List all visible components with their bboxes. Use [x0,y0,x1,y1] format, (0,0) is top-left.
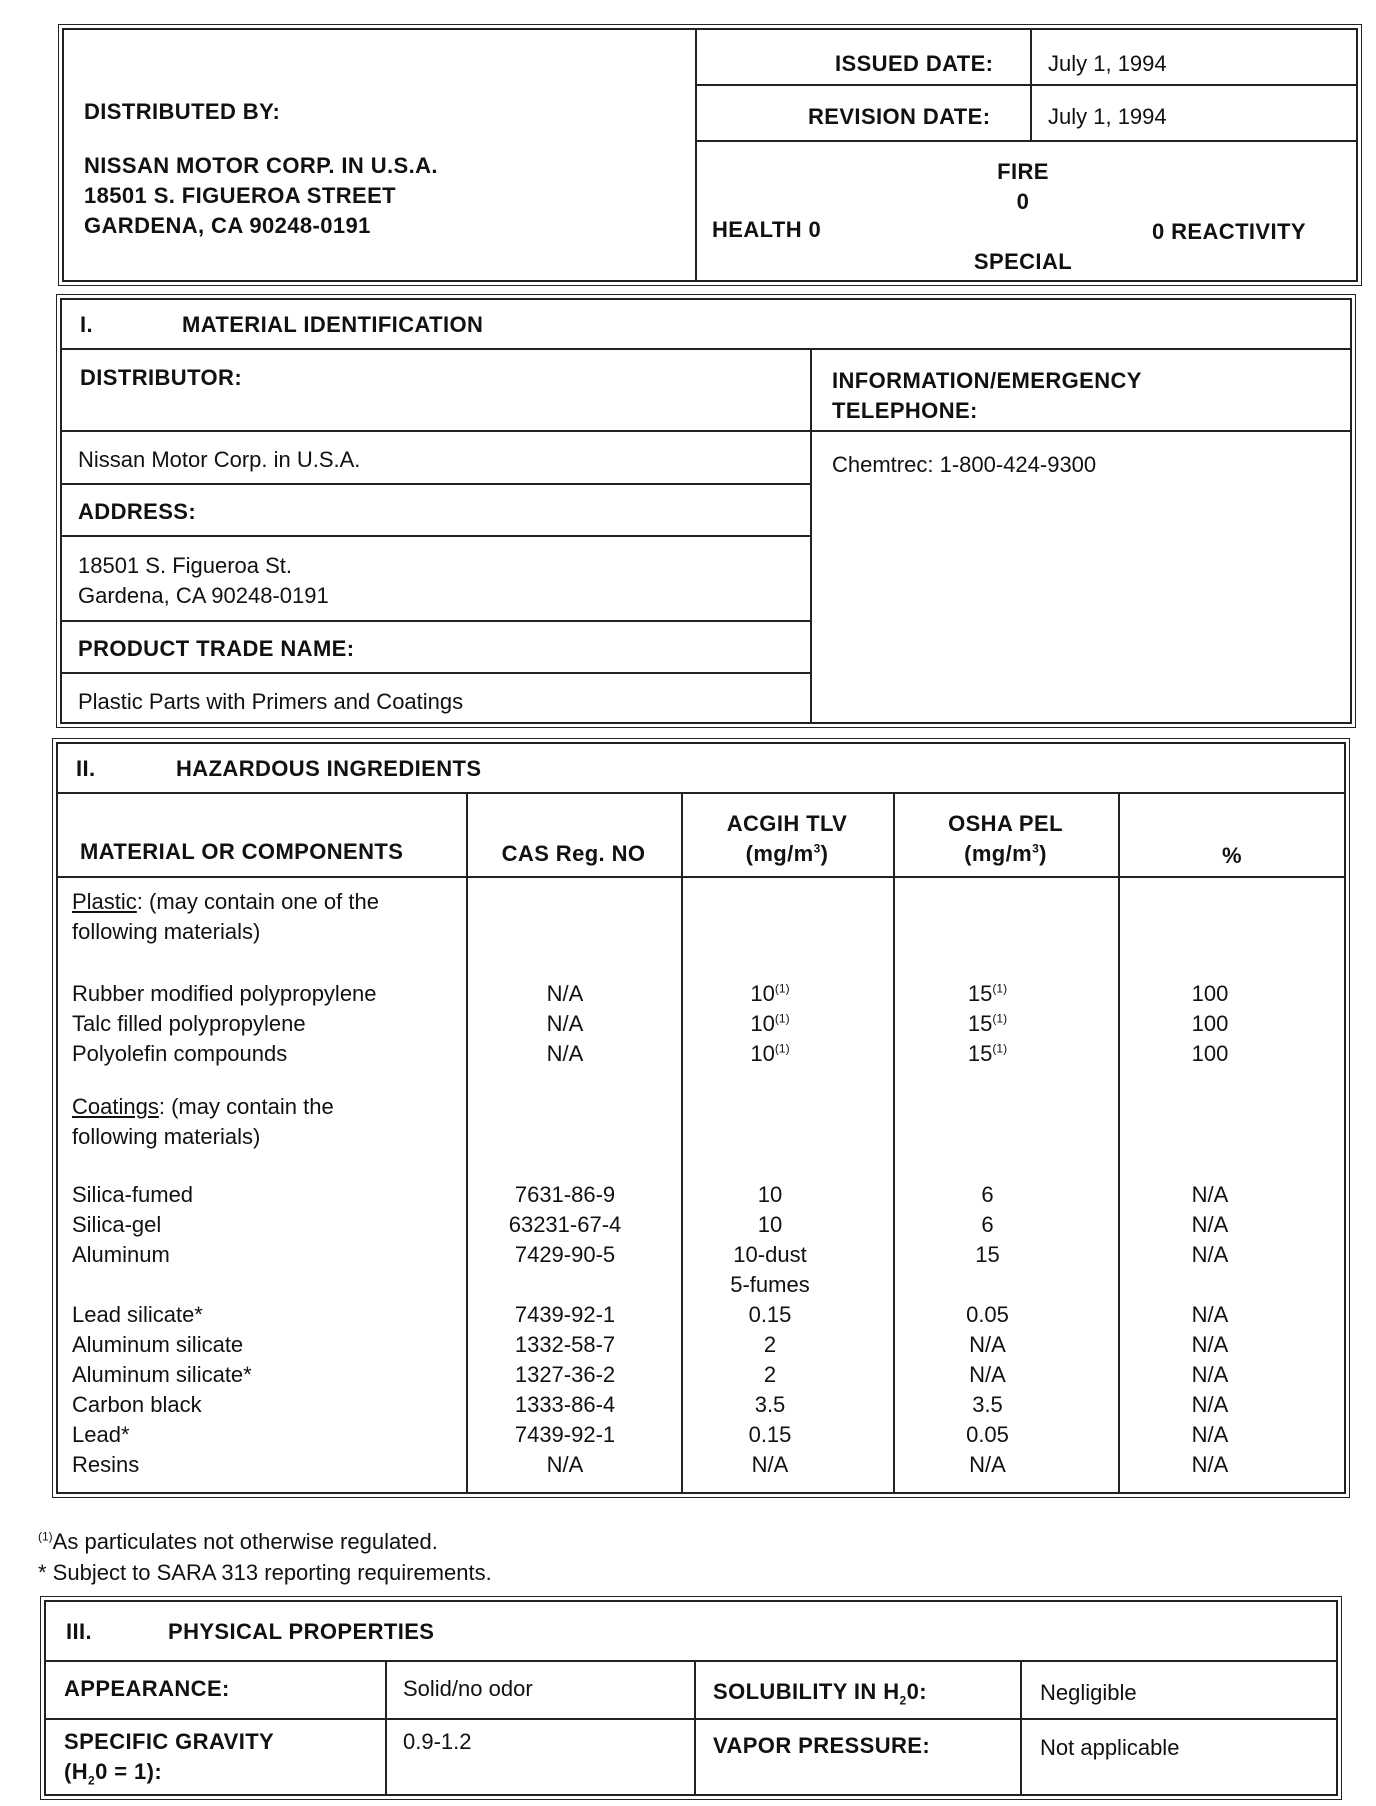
material-name: Aluminum [72,1242,170,1267]
material-name: Polyolefin compounds [72,1041,288,1066]
section-2-title: HAZARDOUS INGREDIENTS [176,756,482,781]
header-divider [695,28,697,282]
cas-number: 7439-92-1 [514,1302,616,1327]
osha-value: 0.05 [966,1422,1009,1447]
osha-value: N/A [969,1452,1006,1477]
material-name: Lead silicate* [72,1302,203,1327]
acgih-value: N/A [751,1452,789,1477]
distributed-by-label: DISTRIBUTED BY: [84,99,281,124]
hazard-fire-label: FIRE [997,159,1049,184]
address-value-line [60,620,810,622]
footnote-2: * Subject to SARA 313 reporting requirements. [38,1560,492,1585]
footnote-1: $^{(1)}$As particulates not otherwise regulated. [38,1529,438,1554]
cas-number: 1327-36-2 [514,1362,616,1387]
col-header-material: MATERIAL OR COMPONENTS [80,839,404,864]
percent-value: 100 [1191,1041,1229,1066]
percent-value: N/A [1191,1182,1229,1207]
acgih-value: 10$^{(1)}$ [750,1041,790,1066]
coatings-group-note: following materials) [72,1124,261,1149]
section-3-number: III. [66,1619,93,1644]
plastic-rows [60,979,1320,1069]
table-row [60,1180,1320,1210]
osha-value: 6 [981,1212,994,1237]
section-3-col-3 [1020,1660,1022,1796]
table-row [60,1009,1320,1039]
acgih-value-2: 5-fumes [730,1272,810,1297]
revision-date-label: REVISION DATE: [808,104,991,129]
revision-date-value: July 1, 1994 [1048,104,1167,129]
acgih-value: 10 [757,1212,783,1237]
cas-number: 7631-86-9 [514,1182,616,1207]
material-name: Talc filled polypropylene [72,1011,306,1036]
col-header-cas: CAS Reg. NO [501,841,646,866]
osha-value: 15$^{(1)}$ [967,1011,1008,1036]
table-row [60,1390,1320,1420]
section-1-title: MATERIAL IDENTIFICATION [182,312,484,337]
hazard-fire-value: 0 [1016,189,1030,214]
distributor-label-line [60,430,1352,432]
material-name: Carbon black [72,1392,202,1417]
info-emergency-label-2: TELEPHONE: [832,398,978,423]
acgih-value: 10-dust [733,1242,807,1267]
distributor-value-line [60,483,810,485]
percent-value: N/A [1191,1332,1229,1357]
material-name: Lead* [72,1422,130,1447]
percent-value: N/A [1191,1422,1229,1447]
section-3-col-2 [694,1660,696,1796]
cas-number: 7439-92-1 [514,1422,616,1447]
distributor-value: Nissan Motor Corp. in U.S.A. [78,447,361,472]
solubility-label: SOLUBILITY IN $H_20$: [713,1679,927,1708]
specific-gravity-label-2: $(H_20 = 1)$: [64,1759,163,1788]
acgih-value: 0.15 [748,1302,792,1327]
address-label-line [60,535,810,537]
material-name: Silica-gel [72,1212,162,1237]
distributor-label: DISTRIBUTOR: [80,365,243,390]
acgih-value: 0.15 [748,1422,792,1447]
acgih-value: 3.5 [754,1392,786,1417]
osha-value: 15$^{(1)}$ [967,1041,1008,1066]
issued-date-label: ISSUED DATE: [835,51,994,76]
cas-number: 1332-58-7 [514,1332,616,1357]
col-header-acgih-2: $(mg/m^3)$ [745,841,829,866]
table-row [60,1420,1320,1450]
hazard-special-label: SPECIAL [973,249,1073,274]
table-row-continuation [60,1270,1320,1300]
address-line-2: Gardena, CA 90248-0191 [78,583,329,608]
vapor-pressure-label: VAPOR PRESSURE: [713,1733,931,1758]
percent-value: N/A [1191,1452,1229,1477]
info-emergency-label-1: INFORMATION/EMERGENCY [832,368,1142,393]
distributor-line-3: GARDENA, CA 90248-0191 [84,213,371,238]
table-row [60,1360,1320,1390]
acgih-value: 10 [757,1182,783,1207]
ingredients-header-line [56,876,1346,878]
section-3-title: PHYSICAL PROPERTIES [168,1619,435,1644]
cas-number: N/A [546,981,584,1006]
osha-value: 3.5 [972,1392,1003,1417]
coatings-group-label: Coatings: (may contain the [72,1094,334,1119]
table-row [60,1210,1320,1240]
cas-number: 7429-90-5 [514,1242,616,1267]
table-row [60,1450,1320,1480]
material-name: Silica-fumed [72,1182,194,1207]
osha-value: N/A [969,1362,1006,1387]
cas-number: 1333-86-4 [514,1392,616,1417]
issued-date-value: July 1, 1994 [1048,51,1167,76]
table-row [60,1240,1320,1270]
address-line-1: 18501 S. Figueroa St. [78,553,293,578]
section-2-title-line [56,792,1346,794]
distributor-line-2: 18501 S. FIGUEROA STREET [84,183,396,208]
plastic-group-label: Plastic: (may contain one of the [72,889,379,914]
osha-value: N/A [969,1332,1006,1357]
percent-value: N/A [1191,1362,1229,1387]
table-row [60,1039,1320,1069]
cas-number: 63231-67-4 [508,1212,622,1237]
material-name: Resins [72,1452,140,1477]
distributor-line-1: NISSAN MOTOR CORP. IN U.S.A. [84,153,438,178]
cas-number: N/A [546,1041,584,1066]
percent-value: 100 [1191,981,1229,1006]
percent-value: N/A [1191,1392,1229,1417]
coating-rows [60,1180,1320,1480]
section-1-number: I. [80,312,94,337]
percent-value: 100 [1191,1011,1229,1036]
hazard-health: HEALTH 0 [712,217,822,242]
section-1-divider [810,348,812,724]
table-row [60,1300,1320,1330]
col-header-osha-1: OSHA PEL [948,811,1063,836]
percent-value: N/A [1191,1242,1229,1267]
acgih-value: 2 [763,1362,777,1387]
section-2-number: II. [76,756,96,781]
date-divider [1030,28,1032,140]
col-header-acgih-1: ACGIH TLV [726,811,848,836]
specific-gravity-label-1: SPECIFIC GRAVITY [64,1729,275,1754]
product-trade-name-label: PRODUCT TRADE NAME: [78,636,355,661]
table-row [60,1330,1320,1360]
cas-number: N/A [546,1011,584,1036]
product-trade-name-value: Plastic Parts with Primers and Coatings [78,689,464,714]
section-3-title-line [44,1660,1338,1662]
acgih-value: 10$^{(1)}$ [750,981,790,1006]
appearance-label: APPEARANCE: [64,1676,230,1701]
acgih-value: 10$^{(1)}$ [750,1011,790,1036]
vapor-pressure-value: Not applicable [1040,1735,1180,1760]
table-row [60,979,1320,1009]
material-name: Rubber modified polypropylene [72,981,377,1006]
percent-value: N/A [1191,1302,1229,1327]
plastic-group-note: following materials) [72,919,261,944]
osha-value: 0.05 [966,1302,1009,1327]
percent-value: N/A [1191,1212,1229,1237]
material-name: Aluminum silicate [72,1332,244,1357]
col-header-osha-2: $(mg/m^3)$ [964,841,1047,866]
revision-row-line [695,140,1358,142]
product-label-line [60,672,810,674]
osha-value: 6 [981,1182,994,1207]
issued-row-line [695,84,1358,86]
solubility-value: Negligible [1040,1680,1137,1705]
osha-value: 15$^{(1)}$ [967,981,1008,1006]
emergency-telephone-value: Chemtrec: 1-800-424-9300 [832,452,1097,477]
col-header-percent: % [1222,843,1242,868]
cas-number: N/A [546,1452,584,1477]
appearance-value: Solid/no odor [403,1676,533,1701]
section-3-col-1 [385,1660,387,1796]
section-3-row-line [44,1718,1338,1720]
acgih-value: 2 [763,1332,777,1357]
hazard-reactivity: 0 REACTIVITY [1152,219,1306,244]
specific-gravity-value: 0.9-1.2 [403,1729,472,1754]
material-name: Aluminum silicate* [72,1362,252,1387]
section-1-title-line [60,348,1352,350]
osha-value: 15 [975,1242,1000,1267]
address-label: ADDRESS: [78,499,197,524]
